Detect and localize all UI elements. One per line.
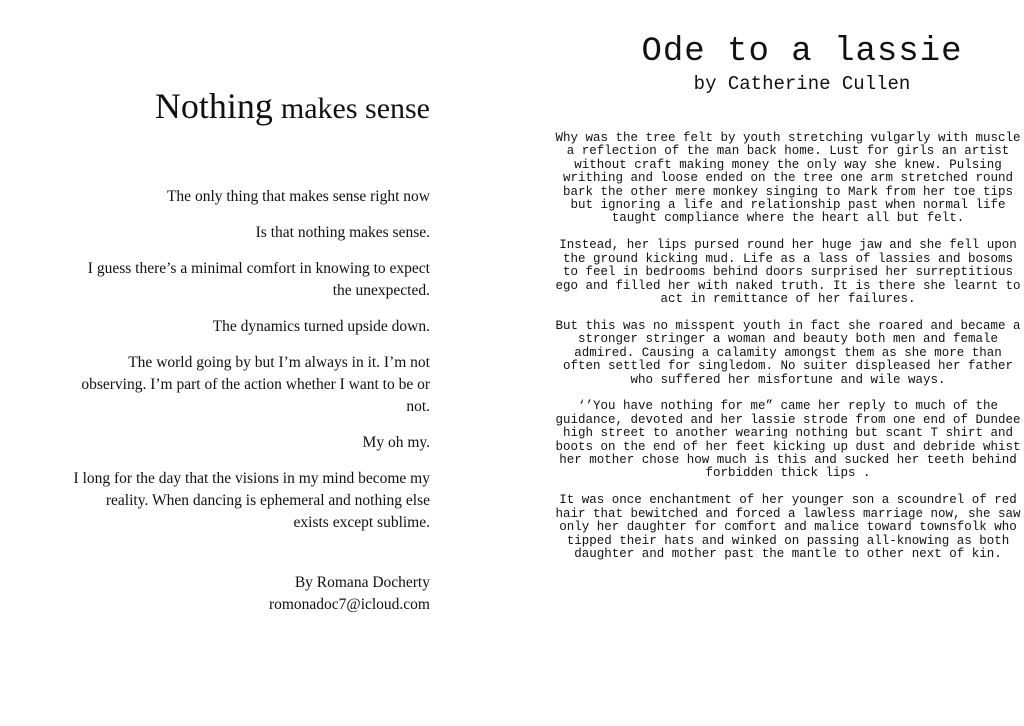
ode-body — [552, 132, 1024, 575]
ode-paragraph: Why was the tree felt by youth stretching vulgarly with muscle a reflection of the man back home. Lust for girls an artist without craft making money the only way she knew. Pulsing writhing and loose ended on the tree one arm stretched round bark the other mere monkey singing to Mark from her toe tips but ignoring a life and relationship past when normal life taught compliance where the heart all but felt. — [555, 131, 1021, 226]
ode-title: Ode to a lassie — [641, 33, 963, 71]
poem-stanza: I guess there’s a minimal comfort in knowing to expect the unexpected. — [87, 260, 430, 299]
ode-paragraph: Instead, her lips pursed round her huge jaw and she fell upon the ground kicking mud. Life as a lass of lassies and bosoms to feel in bedrooms behind doors surprised her surreptitious ego and filled her with naked truth. It is there she learnt to act in remittance of her failures. — [555, 238, 1021, 306]
ode-paragraph: It was once enchantment of her younger son a scoundrel of red hair that bewitched and forced a lawless marriage now, she saw only her daughter for comfort and malice toward townsfolk who tipped their hats and winked on passing all-knowing as both daughter and mother past the mantle to other next of kin. — [555, 493, 1021, 561]
poem-email: romonadoc7@icloud.com — [268, 596, 430, 613]
right-page — [512, 0, 1024, 726]
ode-paragraph: But this was no misspent youth in fact she roared and became a stronger stringer a woman and beauty both men and female admired. Causing a calamity amongst them as she more than often settled for singledom. No suiter displeased her father who suffered her misfortune and wile ways. — [555, 318, 1021, 387]
poem-author: By Romana Docherty — [294, 574, 430, 591]
ode-author: by Catherine Cullen — [693, 73, 911, 95]
ode-paragraph: ‘’You have nothing for me” came her reply to much of the guidance, devoted and her lassie strode from one end of Dundee high street to another wearing nothing but scant T shirt and boots on the end of her feet kicking up dust and debride whist her mother chose how much is this and sucked her teeth behind forbidden thick lips . — [555, 399, 1021, 481]
poem-title-rest: makes sense — [280, 92, 430, 125]
poem-stanza: Is that nothing makes sense. — [255, 224, 430, 241]
poem-stanza: The only thing that makes sense right now — [166, 188, 430, 205]
poem-stanza: The dynamics turned upside down. — [212, 318, 430, 335]
poem-title-main: Nothing — [154, 86, 273, 126]
poem-body — [70, 186, 430, 548]
poem-stanza: My oh my. — [362, 434, 430, 451]
poem-stanza: The world going by but I’m always in it. I’m not observing. I’m part of the action whether I want to be or not. — [81, 354, 430, 415]
poem-stanza: I long for the day that the visions in my mind become my reality. When dancing is ephemeral and nothing else exists except sublime. — [73, 470, 430, 531]
poem-title — [155, 88, 430, 124]
poem-byline — [130, 572, 430, 616]
